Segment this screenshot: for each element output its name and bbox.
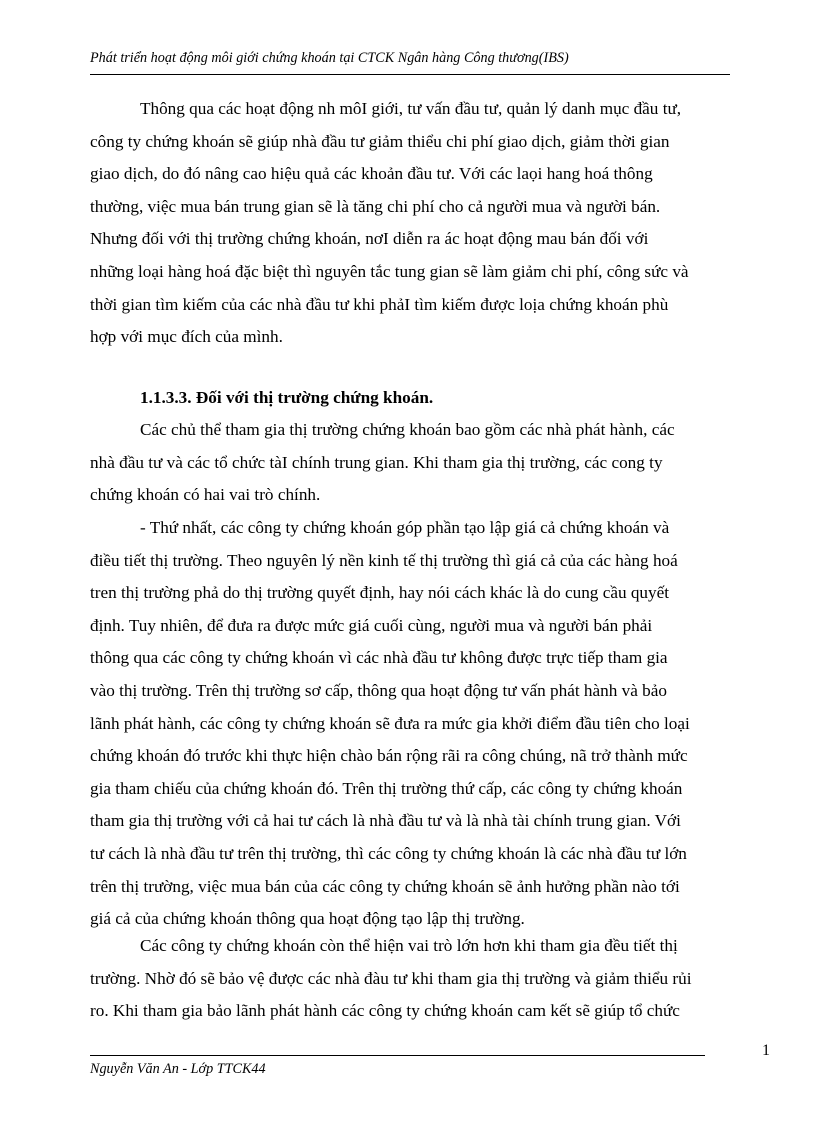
text-line: Các chủ thể tham gia thị trường chứng khoán bao gồm các nhà phát hành, các (140, 420, 675, 439)
paragraph-intro (90, 93, 730, 354)
text-line: gia tham chiếu của chứng khoán đó. Trên thị trường thứ cấp, các công ty chứng khoán (90, 778, 683, 798)
text-line: giá cả của chứng khoán thông qua hoạt động tạo lập thị trường. (90, 909, 525, 929)
text-line: nhà đầu tư và các tổ chức tàI chính trung gian. Khi tham gia thị trường, các cong ty (90, 452, 663, 472)
footer-divider (90, 1055, 705, 1056)
text-line: giao dịch, do đó nâng cao hiệu quả các khoản đầu tư. Với các laọi hang hoá thông (90, 164, 653, 184)
page-number: 1 (762, 1042, 770, 1059)
text-line: Thông qua các hoạt động nh môI giới, tư vấn đầu tư, quản lý danh mục đầu tư, (140, 99, 682, 118)
text-line: trường. Nhờ đó sẽ bảo vệ được các nhà đàu tư khi tham gia thị trường và giảm thiểu rủi (90, 968, 692, 988)
text-line: chứng khoán có hai vai trò chính. (90, 485, 321, 505)
text-line: chứng khoán đó trước khi thực hiện chào bán rộng rãi ra công chúng, nã trở thành mức (90, 746, 688, 766)
paragraph-first-role (90, 512, 730, 936)
text-line: thông qua các công ty chứng khoán vì các nhà đầu tư không được trực tiếp tham gia (90, 648, 668, 668)
page-footer: Nguyễn Văn An - Lớp TTCK44 (90, 1061, 266, 1077)
text-line: tư cách là nhà đầu tư trên thị trường, thì các công ty chứng khoán là các nhà đầu tư lớn (90, 843, 687, 863)
text-line: trên thị trường, việc mua bán của các công ty chứng khoán sẽ ảnh hưởng phần nào tới (90, 876, 680, 896)
text-line: định. Tuy nhiên, để đưa ra được mức giá cuối cùng, người mua và người bán phải (90, 615, 653, 635)
text-line: những loại hàng hoá đặc biệt thì nguyên tắc tung gian sẽ làm giảm chi phí, công sức và (90, 261, 689, 281)
section-heading-block (90, 382, 730, 415)
text-line: hợp với mục đích của mình. (90, 327, 283, 347)
page-header: Phát triển hoạt động môi giới chứng khoán tại CTCK Ngân hàng Công thương(IBS) (90, 50, 569, 66)
text-line: vào thị trường. Trên thị trường sơ cấp, thông qua hoạt động tư vấn phát hành và bảo (90, 680, 667, 700)
header-divider (90, 74, 730, 75)
text-line: Nhưng đối với thị trường chứng khoán, nơI diễn ra ác hoạt động mau bán đối với (90, 229, 649, 249)
text-line: công ty chứng khoán sẽ giúp nhà đầu tư giảm thiểu chi phí giao dịch, giảm thời gian (90, 131, 670, 151)
text-line: lãnh phát hành, các công ty chứng khoán sẽ đưa ra mức gia khởi điểm đầu tiên cho loại (90, 713, 690, 733)
text-line: Các công ty chứng khoán còn thể hiện vai trò lớn hơn khi tham gia đều tiết thị (140, 936, 678, 955)
text-line: tren thị trường phả do thị trường quyết định, hay nói cách khác là do cung cầu quyết (90, 583, 670, 603)
text-line: ro. Khi tham gia bảo lãnh phát hành các công ty chứng khoán cam kết sẽ giúp tổ chức (90, 1001, 680, 1021)
text-line: tham gia thị trường với cả hai tư cách là nhà đầu tư và là nhà tài chính trung gian. Với (90, 811, 681, 831)
text-line: - Thứ nhất, các công ty chứng khoán góp phần tạo lập giá cả chứng khoán và (140, 518, 670, 537)
paragraph-regulation (90, 930, 730, 1028)
text-line: điều tiết thị trường. Theo nguyên lý nền kinh tế thị trường thì giá cả của các hàng hoá (90, 550, 678, 570)
text-line: thường, việc mua bán trung gian sẽ là tăng chi phí cho cả người mua và người bán. (90, 196, 661, 216)
section-heading: 1.1.3.3. Đối với thị trường chứng khoán. (140, 388, 434, 407)
text-line: thời gian tìm kiếm của các nhà đầu tư khi phảI tìm kiếm được loịa chứng khoán phù (90, 294, 669, 314)
paragraph-participants (90, 414, 730, 512)
